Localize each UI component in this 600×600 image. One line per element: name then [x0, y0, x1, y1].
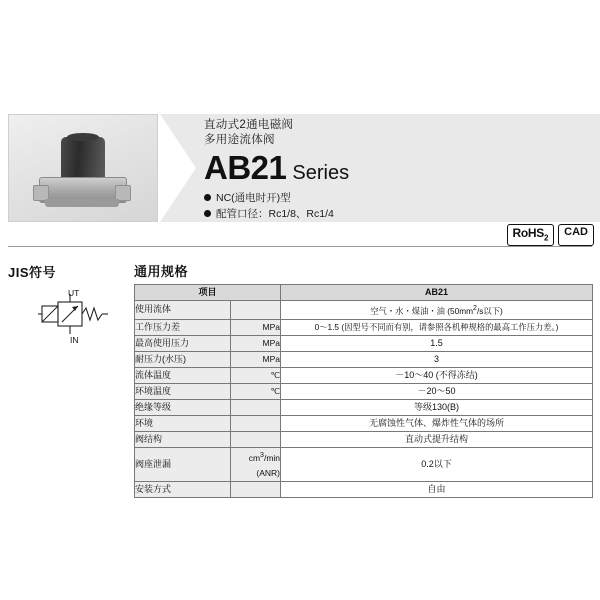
table-row — [135, 383, 593, 399]
series-word: Series — [292, 162, 350, 184]
column-header-item: 项目 — [135, 285, 281, 301]
spec-item-unit: ℃ — [231, 383, 281, 399]
column-header-value: AB21 — [281, 285, 593, 301]
spec-item-unit: MPa — [231, 335, 281, 351]
list-item — [204, 206, 594, 222]
spec-item-value: 3 — [281, 351, 593, 367]
table-row — [135, 447, 593, 481]
jis-section-title: JIS符号 — [8, 265, 57, 280]
spec-item-label: 阀结构 — [135, 431, 231, 447]
list-item — [204, 190, 594, 206]
spec-table-body — [135, 301, 593, 498]
table-row — [135, 431, 593, 447]
jis-symbol-diagram — [34, 288, 124, 348]
cad-badge: CAD — [558, 224, 594, 246]
hero-bullet-list — [204, 190, 594, 222]
spec-item-unit — [231, 481, 281, 497]
spec-item-unit — [231, 399, 281, 415]
spec-item-label: 绝缘等级 — [135, 399, 231, 415]
spec-item-unit: MPa — [231, 319, 281, 335]
spec-item-label: 使用流体 — [135, 301, 231, 320]
spec-item-value: 自由 — [281, 481, 593, 497]
spec-item-unit: MPa — [231, 351, 281, 367]
spec-item-label: 工作压力差 — [135, 319, 231, 335]
spec-item-unit — [231, 431, 281, 447]
rohs-badge-sub: 2 — [544, 233, 549, 243]
spec-item-value: 0.2以下 — [281, 447, 593, 481]
hero-bullet-text: NC(通电时开)型 — [216, 192, 291, 204]
hero-text — [204, 118, 594, 222]
spec-item-unit — [231, 415, 281, 431]
spec-item-value: 直动式提升结构 — [281, 431, 593, 447]
spec-item-value: 无腐蚀性气体、爆炸性气体的场所 — [281, 415, 593, 431]
table-row — [135, 301, 593, 320]
spec-item-value: 1.5 — [281, 335, 593, 351]
table-row — [135, 415, 593, 431]
solenoid-valve-illustration — [37, 137, 129, 209]
jis-label-ut: UT — [68, 288, 80, 298]
certification-badges — [507, 224, 594, 246]
table-row — [135, 351, 593, 367]
rohs-badge-label: RoHS — [512, 226, 544, 240]
hero-subtitle-line2: 多用途流体阀 — [204, 134, 275, 146]
spec-item-label: 阀座泄漏 — [135, 447, 231, 481]
table-header-row — [135, 285, 593, 301]
valve-base — [45, 199, 119, 207]
spec-item-value: 等级130(B) — [281, 399, 593, 415]
bullet-dot-icon — [204, 194, 211, 201]
bullet-dot-icon — [204, 210, 211, 217]
valve-coil — [61, 137, 105, 181]
model-name: AB21 — [204, 149, 287, 186]
spec-item-label: 最高使用压力 — [135, 335, 231, 351]
spec-item-label: 环境温度 — [135, 383, 231, 399]
hero-subtitle-line1: 直动式2通电磁阀 — [204, 119, 294, 131]
spec-item-label: 流体温度 — [135, 367, 231, 383]
page-title — [204, 151, 594, 184]
jis-label-in: IN — [70, 335, 79, 345]
hero-bullet-text: 配管口径：Rc1/8、Rc1/4 — [216, 208, 334, 220]
spec-item-value: －10～40 (不得冻结) — [281, 367, 593, 383]
spec-item-label: 安装方式 — [135, 481, 231, 497]
divider — [8, 246, 592, 247]
spec-table — [134, 284, 593, 498]
hero-section — [0, 110, 600, 230]
spec-item-unit — [231, 301, 281, 320]
spec-item-value: 0～1.5 (因型号不同而有别，请参照各机种规格的最高工作压力差。) — [281, 319, 593, 335]
hero-arrow-shape — [160, 114, 196, 222]
table-row — [135, 335, 593, 351]
product-photo — [8, 114, 158, 222]
table-row — [135, 481, 593, 497]
table-row — [135, 399, 593, 415]
spec-item-value: 空气・水・煤油・油 ($50mm^2/s$以下) — [281, 301, 593, 320]
spec-item-value: －20～50 — [281, 383, 593, 399]
spec-item-label: 环境 — [135, 415, 231, 431]
spec-item-unit: $cm^3/\min$ (ANR) — [231, 447, 281, 481]
spec-item-unit: ℃ — [231, 367, 281, 383]
table-row — [135, 319, 593, 335]
spec-item-label: 耐压力(水压) — [135, 351, 231, 367]
table-row — [135, 367, 593, 383]
rohs-badge — [507, 224, 555, 246]
spec-section-title: 通用规格 — [134, 264, 189, 279]
